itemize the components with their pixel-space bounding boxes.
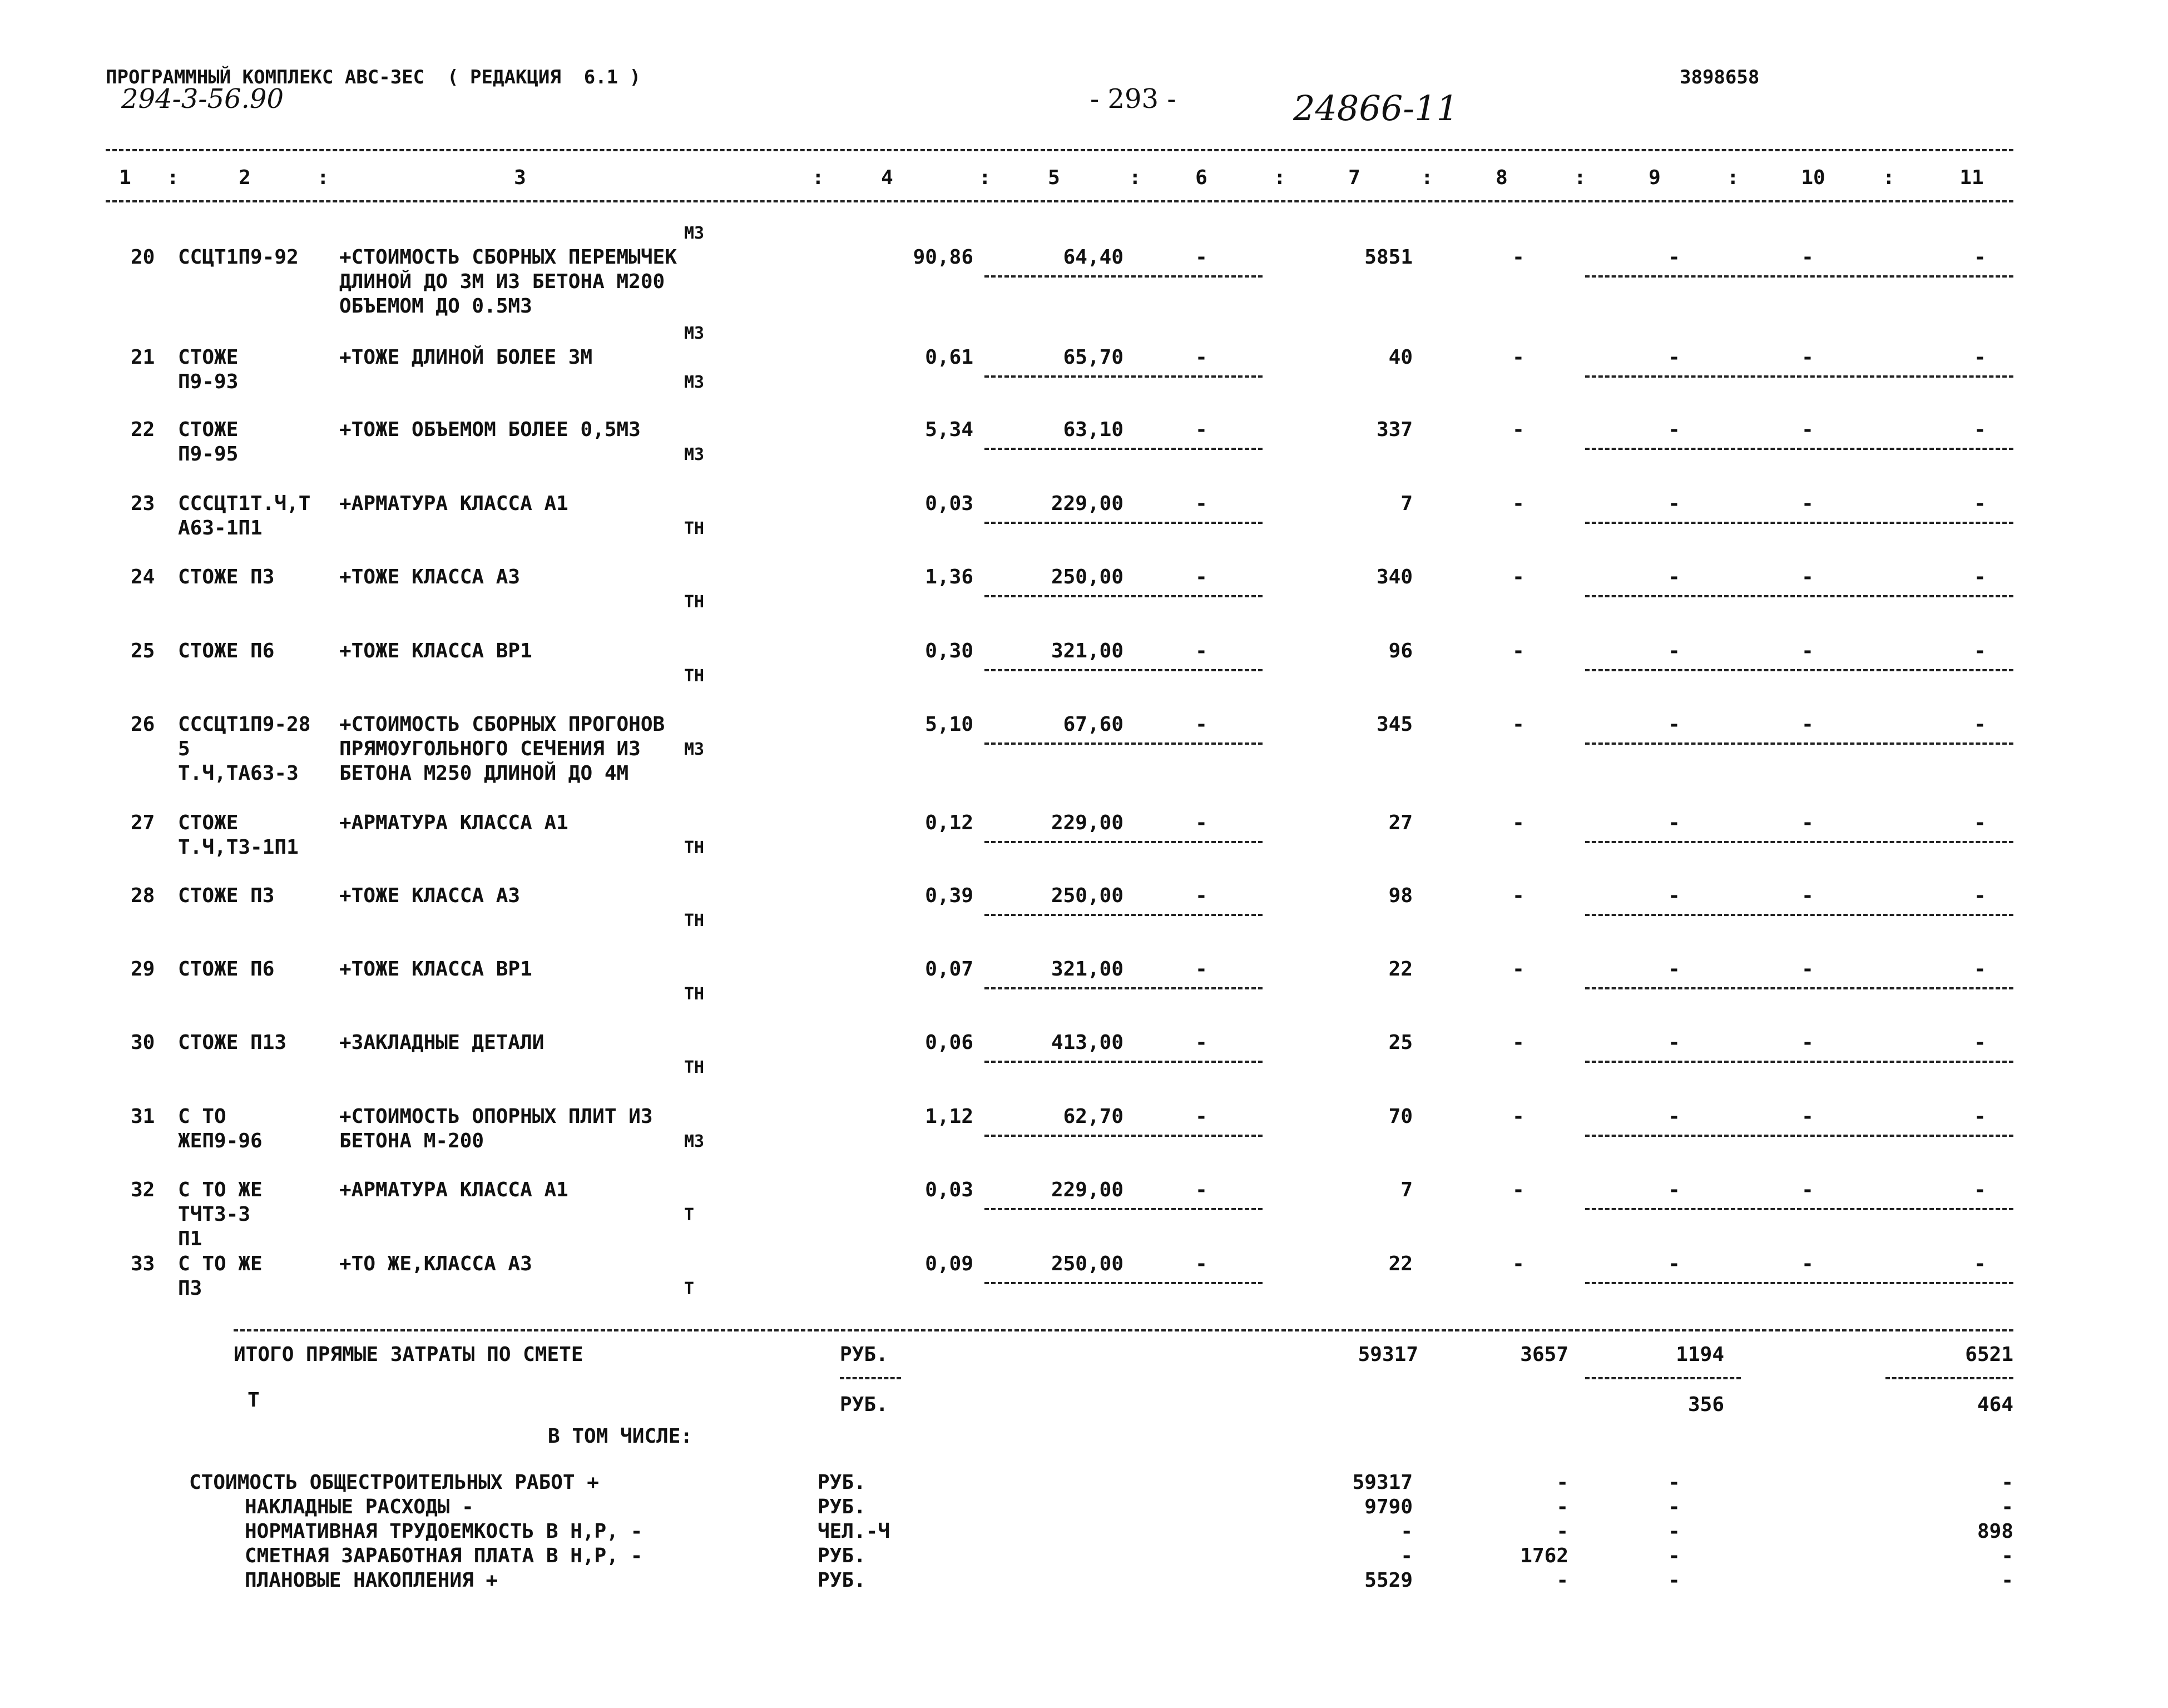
breakdown-label: ПЛАНОВЫЕ НАКОПЛЕНИЯ + — [245, 1569, 498, 1592]
breakdown-unit: РУБ. — [818, 1471, 866, 1494]
row-c11: - — [1974, 640, 1986, 662]
row-unit: Т — [684, 1279, 695, 1299]
row-c10: - — [1801, 811, 1814, 834]
row-sub-rule — [984, 742, 1263, 745]
row-c11: - — [1974, 1179, 1986, 1201]
row-c9: - — [1668, 418, 1680, 441]
row-c9: - — [1668, 346, 1680, 369]
row-description: +ТО ЖЕ,КЛАССА А3 — [339, 1252, 532, 1275]
column-separator: : — [1421, 166, 1433, 189]
row-c11: - — [1974, 566, 1986, 588]
row-unit-price: 62,70 — [1063, 1105, 1123, 1128]
row-sub-rule — [984, 1208, 1263, 1210]
row-code: ССЦТ1П9-92 — [178, 246, 299, 269]
row-c11: - — [1974, 492, 1986, 515]
breakdown-c11: - — [2001, 1544, 2013, 1567]
breakdown-c9: - — [1668, 1520, 1680, 1543]
row-sub-rule — [1585, 841, 2013, 843]
row-number: 25 — [131, 640, 155, 662]
row-unit: М3 — [684, 445, 705, 464]
row-sub-rule — [984, 1282, 1263, 1284]
row-c8: - — [1512, 346, 1524, 369]
page-number: - 293 - — [1090, 83, 1176, 115]
row-code: СТОЖЕ П3 — [178, 566, 275, 588]
column-header-3: 3 — [514, 166, 526, 189]
row-code: П3 — [178, 1277, 202, 1300]
column-header-4: 4 — [881, 166, 893, 189]
column-header-11: 11 — [1959, 166, 1984, 189]
row-sub-rule — [1585, 375, 2013, 378]
row-code: Т.Ч,Т3-1П1 — [178, 836, 299, 859]
row-code: П1 — [178, 1227, 202, 1250]
row-c6: - — [1195, 1179, 1207, 1201]
row-c11: - — [1974, 884, 1986, 907]
row-unit-price: 321,00 — [1051, 958, 1123, 981]
row-c10: - — [1801, 1252, 1814, 1275]
row-code: СТОЖЕ — [178, 811, 239, 834]
row-quantity: 0,30 — [925, 640, 973, 662]
breakdown-c11: - — [2001, 1569, 2013, 1592]
breakdown-c8: - — [1556, 1496, 1568, 1518]
row-description: +СТОИМОСТЬ ОПОРНЫХ ПЛИТ ИЗ — [339, 1105, 653, 1128]
row-c10: - — [1801, 346, 1814, 369]
breakdown-c8: 1762 — [1520, 1544, 1568, 1567]
row-sub-rule — [984, 987, 1263, 989]
row-c8: - — [1512, 1252, 1524, 1275]
column-separator: : — [1727, 166, 1739, 189]
row-c11: - — [1974, 1031, 1986, 1054]
row-quantity: 0,03 — [925, 492, 973, 515]
row-unit-price: 413,00 — [1051, 1031, 1123, 1054]
row-c10: - — [1801, 418, 1814, 441]
row-quantity: 0,06 — [925, 1031, 973, 1054]
row-sub-rule — [1585, 914, 2013, 916]
row-sub-rule — [984, 914, 1263, 916]
row-description: +АРМАТУРА КЛАССА А1 — [339, 811, 568, 834]
row-unit-price: 321,00 — [1051, 640, 1123, 662]
row-number: 20 — [131, 246, 155, 269]
column-separator: : — [167, 166, 179, 189]
breakdown-c7: 59317 — [1352, 1471, 1413, 1494]
row-number: 29 — [131, 958, 155, 981]
row-code: С ТО ЖЕ — [178, 1252, 263, 1275]
row-c8: - — [1512, 640, 1524, 662]
row-unit-price: 67,60 — [1063, 713, 1123, 736]
row-c8: - — [1512, 811, 1524, 834]
breakdown-c9: - — [1668, 1471, 1680, 1494]
row-unit-price: 250,00 — [1051, 1252, 1123, 1275]
row-quantity: 5,34 — [925, 418, 973, 441]
breakdown-label: СТОИМОСТЬ ОБЩЕСТРОИТЕЛЬНЫХ РАБОТ + — [189, 1471, 599, 1494]
column-header-2: 2 — [239, 166, 251, 189]
column-separator: : — [812, 166, 824, 189]
breakdown-c9: - — [1668, 1496, 1680, 1518]
row-unit-price: 250,00 — [1051, 884, 1123, 907]
row-code: П9-95 — [178, 443, 239, 466]
row-c7: 96 — [1388, 640, 1413, 662]
breakdown-c9: - — [1668, 1544, 1680, 1567]
row-c9: - — [1668, 958, 1680, 981]
row-sub-rule — [1585, 1282, 2013, 1284]
row-description: БЕТОНА М-200 — [339, 1130, 484, 1152]
column-separator: : — [1574, 166, 1586, 189]
row-c9: - — [1668, 566, 1680, 588]
row-unit-price: 63,10 — [1063, 418, 1123, 441]
row-sub-rule — [984, 595, 1263, 597]
breakdown-unit: РУБ. — [818, 1496, 866, 1518]
row-description: +ТОЖЕ КЛАССА А3 — [339, 884, 521, 907]
row-c8: - — [1512, 958, 1524, 981]
album-number: 24866-11 — [1293, 88, 1459, 128]
row-sub-rule — [1585, 669, 2013, 671]
breakdown-c11: - — [2001, 1471, 2013, 1494]
row-code: СТОЖЕ — [178, 418, 239, 441]
including-label: В ТОМ ЧИСЛЕ: — [548, 1425, 693, 1448]
row-unit: ТН — [684, 838, 705, 858]
column-header-6: 6 — [1195, 166, 1207, 189]
row-description: ОБЪЕМОМ ДО 0.5М3 — [339, 295, 532, 318]
row-c7: 345 — [1376, 713, 1413, 736]
row-number: 28 — [131, 884, 155, 907]
t-c9: 356 — [1687, 1393, 1724, 1416]
row-c6: - — [1195, 492, 1207, 515]
row-sub-rule — [1585, 1135, 2013, 1137]
row-number: 26 — [131, 713, 155, 736]
row-code: Т.Ч,ТА63-3 — [178, 762, 299, 785]
row-sub-rule — [1585, 1061, 2013, 1063]
row-sub-rule — [1585, 448, 2013, 450]
row-c10: - — [1801, 958, 1814, 981]
row-sub-rule — [1585, 742, 2013, 745]
row-c10: - — [1801, 884, 1814, 907]
row-c8: - — [1512, 1105, 1524, 1128]
row-sub-rule — [1585, 275, 2013, 278]
row-c11: - — [1974, 713, 1986, 736]
row-c6: - — [1195, 566, 1207, 588]
stamp-number: 3898658 — [1680, 66, 1760, 88]
column-header-8: 8 — [1496, 166, 1508, 189]
row-c6: - — [1195, 958, 1207, 981]
row-code: СТОЖЕ П3 — [178, 884, 275, 907]
row-sub-rule — [984, 275, 1263, 278]
row-description: +ТОЖЕ КЛАССА ВР1 — [339, 958, 532, 981]
breakdown-c7: - — [1400, 1544, 1413, 1567]
row-c11: - — [1974, 418, 1986, 441]
row-unit-price: 229,00 — [1051, 1179, 1123, 1201]
row-c6: - — [1195, 1252, 1207, 1275]
row-quantity: 0,03 — [925, 1179, 973, 1201]
row-sub-rule — [1585, 1208, 2013, 1210]
row-c11: - — [1974, 811, 1986, 834]
row-unit: М3 — [684, 373, 705, 392]
row-c8: - — [1512, 418, 1524, 441]
row-description: ДЛИНОЙ ДО 3М ИЗ БЕТОНА М200 — [339, 270, 665, 293]
breakdown-c9: - — [1668, 1569, 1680, 1592]
row-description: +ТОЖЕ ДЛИНОЙ БОЛЕЕ 3М — [339, 346, 593, 369]
row-c9: - — [1668, 1252, 1680, 1275]
breakdown-label: НАКЛАДНЫЕ РАСХОДЫ - — [245, 1496, 474, 1518]
row-c7: 7 — [1400, 1179, 1413, 1201]
column-header-9: 9 — [1649, 166, 1661, 189]
row-unit: ТН — [684, 519, 705, 538]
row-sub-rule — [1585, 522, 2013, 524]
row-description: +СТОИМОСТЬ СБОРНЫХ ПЕРЕМЫЧЕК — [339, 246, 677, 269]
row-number: 22 — [131, 418, 155, 441]
row-unit: ТН — [684, 911, 705, 930]
row-c10: - — [1801, 713, 1814, 736]
row-c10: - — [1801, 640, 1814, 662]
row-unit: ТН — [684, 592, 705, 612]
breakdown-c11: - — [2001, 1496, 2013, 1518]
row-quantity: 5,10 — [925, 713, 973, 736]
column-header-1: 1 — [119, 166, 131, 189]
row-c6: - — [1195, 1105, 1207, 1128]
row-code: А63-1П1 — [178, 517, 263, 539]
breakdown-c7: - — [1400, 1520, 1413, 1543]
doc-code: 294-3-56.90 — [121, 83, 284, 115]
row-unit: М3 — [684, 740, 705, 759]
direct-costs-label: ИТОГО ПРЯМЫЕ ЗАТРАТЫ ПО СМЕТЕ — [234, 1343, 583, 1366]
row-number: 24 — [131, 566, 155, 588]
row-c6: - — [1195, 1031, 1207, 1054]
row-unit-price: 229,00 — [1051, 811, 1123, 834]
row-quantity: 0,09 — [925, 1252, 973, 1275]
row-c8: - — [1512, 884, 1524, 907]
row-c7: 22 — [1388, 958, 1413, 981]
row-c10: - — [1801, 1105, 1814, 1128]
row-c6: - — [1195, 811, 1207, 834]
column-header-7: 7 — [1348, 166, 1360, 189]
row-c8: - — [1512, 1179, 1524, 1201]
row-c11: - — [1974, 958, 1986, 981]
program-line: ПРОГРАММНЫЙ КОМПЛЕКС АВС-3ЕС ( РЕДАКЦИЯ 6.1 ) — [106, 66, 641, 88]
row-c6: - — [1195, 246, 1207, 269]
row-quantity: 0,07 — [925, 958, 973, 981]
row-c11: - — [1974, 346, 1986, 369]
row-c7: 25 — [1388, 1031, 1413, 1054]
breakdown-c11: 898 — [1977, 1520, 2013, 1543]
row-unit-price: 229,00 — [1051, 492, 1123, 515]
row-c7: 340 — [1376, 566, 1413, 588]
row-c9: - — [1668, 1105, 1680, 1128]
row-sub-rule — [984, 448, 1263, 450]
row-unit: Т — [684, 1205, 695, 1225]
row-code: СССЦТ1П9-28 — [178, 713, 311, 736]
row-description: +АРМАТУРА КЛАССА А1 — [339, 1179, 568, 1201]
breakdown-label: СМЕТНАЯ ЗАРАБОТНАЯ ПЛАТА В Н,Р, - — [245, 1544, 643, 1567]
row-c9: - — [1668, 713, 1680, 736]
row-sub-rule — [984, 522, 1263, 524]
row-unit-above: М3 — [684, 324, 705, 343]
direct-costs-c9: 1194 — [1676, 1343, 1724, 1366]
breakdown-unit: РУБ. — [818, 1544, 866, 1567]
row-unit-price: 65,70 — [1063, 346, 1123, 369]
row-c7: 7 — [1400, 492, 1413, 515]
column-header-10: 10 — [1801, 166, 1825, 189]
row-code: СССЦТ1Т.Ч,Т — [178, 492, 311, 515]
unit-rule — [840, 1377, 901, 1379]
row-number: 33 — [131, 1252, 155, 1275]
row-description: +АРМАТУРА КЛАССА А1 — [339, 492, 568, 515]
totals-rule — [234, 1329, 2013, 1331]
row-code: СТОЖЕ П13 — [178, 1031, 287, 1054]
row-description: +ТОЖЕ КЛАССА А3 — [339, 566, 521, 588]
row-description: +ЗАКЛАДНЫЕ ДЕТАЛИ — [339, 1031, 545, 1054]
row-unit: М3 — [684, 1132, 705, 1151]
row-sub-rule — [984, 1135, 1263, 1137]
row-c10: - — [1801, 1179, 1814, 1201]
t-c11: 464 — [1977, 1393, 2013, 1416]
row-c7: 40 — [1388, 346, 1413, 369]
row-c9: - — [1668, 811, 1680, 834]
row-c7: 27 — [1388, 811, 1413, 834]
row-unit-above: М3 — [684, 224, 705, 243]
row-quantity: 1,12 — [925, 1105, 973, 1128]
column-separator: : — [1129, 166, 1141, 189]
row-c8: - — [1512, 492, 1524, 515]
row-description: ПРЯМОУГОЛЬНОГО СЕЧЕНИЯ ИЗ — [339, 737, 641, 760]
row-c10: - — [1801, 1031, 1814, 1054]
direct-costs-unit: РУБ. — [840, 1343, 888, 1366]
row-unit-price: 64,40 — [1063, 246, 1123, 269]
row-unit-price: 250,00 — [1051, 566, 1123, 588]
row-sub-rule — [1585, 595, 2013, 597]
row-unit: ТН — [684, 666, 705, 686]
breakdown-c8: - — [1556, 1471, 1568, 1494]
row-unit: ТН — [684, 984, 705, 1004]
row-number: 30 — [131, 1031, 155, 1054]
row-c7: 22 — [1388, 1252, 1413, 1275]
row-c8: - — [1512, 713, 1524, 736]
row-quantity: 90,86 — [913, 246, 973, 269]
column-separator: : — [1274, 166, 1286, 189]
header-rule-top — [106, 149, 2013, 151]
row-code: ТЧТ3-3 — [178, 1203, 251, 1226]
row-sub-rule — [984, 669, 1263, 671]
breakdown-c8: - — [1556, 1520, 1568, 1543]
row-number: 23 — [131, 492, 155, 515]
row-c6: - — [1195, 640, 1207, 662]
direct-costs-c7: 59317 — [1358, 1343, 1418, 1366]
row-code: П9-93 — [178, 370, 239, 393]
breakdown-c7: 9790 — [1364, 1496, 1413, 1518]
row-number: 31 — [131, 1105, 155, 1128]
row-c11: - — [1974, 246, 1986, 269]
row-c7: 5851 — [1364, 246, 1413, 269]
row-number: 27 — [131, 811, 155, 834]
row-description: +ТОЖЕ ОБЪЕМОМ БОЛЕЕ 0,5М3 — [339, 418, 641, 441]
row-c6: - — [1195, 346, 1207, 369]
row-code: СТОЖЕ П6 — [178, 958, 275, 981]
row-c6: - — [1195, 884, 1207, 907]
row-c6: - — [1195, 713, 1207, 736]
row-code: ЖЕП9-96 — [178, 1130, 263, 1152]
column-separator: : — [1883, 166, 1895, 189]
breakdown-label: НОРМАТИВНАЯ ТРУДОЕМКОСТЬ В Н,Р, - — [245, 1520, 643, 1543]
breakdown-c8: - — [1556, 1569, 1568, 1592]
c9-rule — [1585, 1377, 1741, 1379]
row-sub-rule — [984, 1061, 1263, 1063]
row-quantity: 0,61 — [925, 346, 973, 369]
header-rule-bottom — [106, 200, 2013, 202]
row-c10: - — [1801, 492, 1814, 515]
breakdown-unit: ЧЕЛ.-Ч — [818, 1520, 890, 1543]
row-description: БЕТОНА М250 ДЛИНОЙ ДО 4М — [339, 762, 629, 785]
row-c11: - — [1974, 1105, 1986, 1128]
row-c7: 70 — [1388, 1105, 1413, 1128]
row-sub-rule — [984, 375, 1263, 378]
row-c9: - — [1668, 1031, 1680, 1054]
row-c9: - — [1668, 246, 1680, 269]
direct-costs-c8: 3657 — [1520, 1343, 1568, 1366]
row-c11: - — [1974, 1252, 1986, 1275]
row-code: С ТО — [178, 1105, 226, 1128]
row-number: 32 — [131, 1179, 155, 1201]
row-quantity: 0,12 — [925, 811, 973, 834]
row-sub-rule — [1585, 987, 2013, 989]
row-c8: - — [1512, 246, 1524, 269]
row-number: 21 — [131, 346, 155, 369]
row-c6: - — [1195, 418, 1207, 441]
row-c7: 337 — [1376, 418, 1413, 441]
row-quantity: 1,36 — [925, 566, 973, 588]
row-code: 5 — [178, 737, 190, 760]
row-c9: - — [1668, 884, 1680, 907]
row-c8: - — [1512, 566, 1524, 588]
row-c7: 98 — [1388, 884, 1413, 907]
breakdown-unit: РУБ. — [818, 1569, 866, 1592]
row-c9: - — [1668, 1179, 1680, 1201]
breakdown-c7: 5529 — [1364, 1569, 1413, 1592]
column-separator: : — [317, 166, 329, 189]
row-code: СТОЖЕ П6 — [178, 640, 275, 662]
direct-costs-c11: 6521 — [1965, 1343, 2013, 1366]
row-quantity: 0,39 — [925, 884, 973, 907]
row-c9: - — [1668, 492, 1680, 515]
t-label: Т — [248, 1389, 260, 1412]
row-sub-rule — [984, 841, 1263, 843]
row-unit: ТН — [684, 1058, 705, 1077]
t-unit: РУБ. — [840, 1393, 888, 1416]
column-header-5: 5 — [1048, 166, 1060, 189]
column-separator: : — [979, 166, 991, 189]
row-c8: - — [1512, 1031, 1524, 1054]
row-code: СТОЖЕ — [178, 346, 239, 369]
c11-rule — [1885, 1377, 2013, 1379]
row-c9: - — [1668, 640, 1680, 662]
row-code: С ТО ЖЕ — [178, 1179, 263, 1201]
row-c10: - — [1801, 246, 1814, 269]
row-c10: - — [1801, 566, 1814, 588]
row-description: +СТОИМОСТЬ СБОРНЫХ ПРОГОНОВ — [339, 713, 665, 736]
row-description: +ТОЖЕ КЛАССА ВР1 — [339, 640, 532, 662]
